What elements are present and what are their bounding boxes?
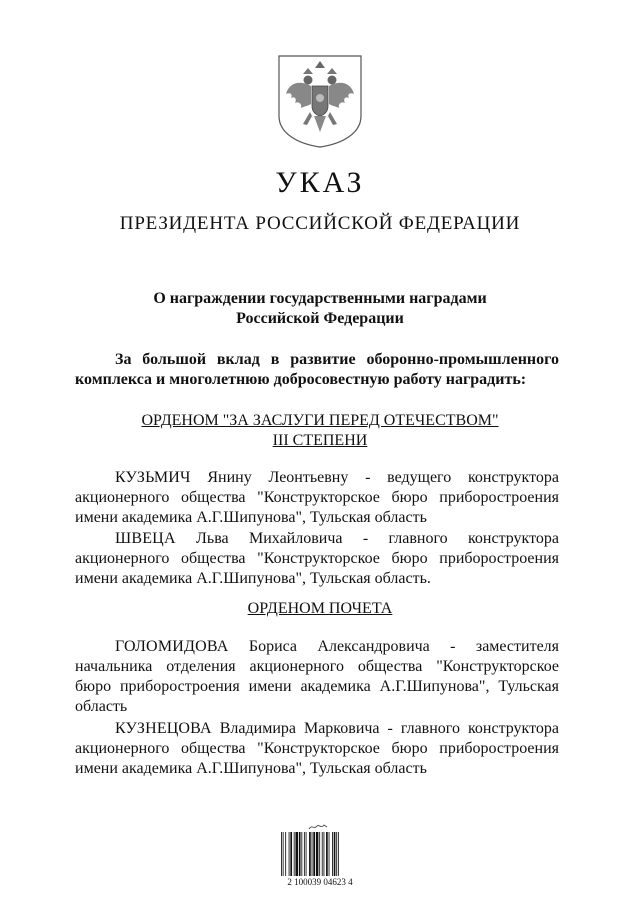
heading-line-1: О награждении государственными наградами — [153, 290, 487, 307]
order-title-merit-fatherland — [0, 411, 640, 451]
handwritten-mark-icon — [308, 823, 328, 831]
decree-title: УКАЗ — [275, 166, 365, 199]
awardee-surname: КУЗНЕЦОВА — [115, 720, 212, 737]
awardee-details: Янину Леонтьевну - ведущего конструктора акционерного общества "Конструкторское бюро приборостроения имени академика А.Г.Шипунова", Тульская область — [75, 469, 559, 526]
coat-of-arms-icon — [277, 54, 363, 148]
awardee-details: Владимира Марковича - главного конструктора акционерного общества "Конструкторское бюро приборостроения имени академика А.Г.Шипунова", Тульская область — [75, 720, 560, 777]
barcode-icon — [281, 832, 359, 876]
awardee-surname: ГОЛОМИДОВА — [115, 638, 229, 655]
awardee-surname: ШВЕЦА — [115, 530, 176, 547]
heading-line-2: Российской Федерации — [236, 310, 404, 327]
order-title-line-2: III СТЕПЕНИ — [272, 432, 368, 449]
awardee-paragraph — [75, 637, 559, 717]
order-title-honour — [0, 599, 640, 619]
decree-issuer: ПРЕЗИДЕНТА РОССИЙСКОЙ ФЕДЕРАЦИИ — [119, 213, 521, 234]
decree-heading — [0, 289, 640, 329]
barcode-number: 2 100039 04623 4 — [287, 877, 353, 887]
order-title-line-1: ОРДЕНОМ ПОЧЕТА — [247, 600, 393, 617]
decree-preamble: За большой вклад в развитие оборонно-промышленного комплекса и многолетнюю добросовестную работу наградить: — [75, 351, 559, 388]
awardee-paragraph — [75, 719, 559, 779]
awardee-paragraph — [75, 529, 559, 589]
awardee-details: Льва Михайловича - главного конструктора акционерного общества "Конструкторское бюро приборостроения имени академика А.Г.Шипунова", Тульская область. — [75, 530, 559, 587]
awardee-surname: КУЗЬМИЧ — [115, 469, 191, 486]
barcode — [278, 823, 362, 895]
awardee-paragraph — [75, 468, 559, 528]
order-title-line-1: ОРДЕНОМ "ЗА ЗАСЛУГИ ПЕРЕД ОТЕЧЕСТВОМ" — [141, 412, 499, 429]
awardee-details: Бориса Александровича - заместителя начальника отделения акционерного общества "Конструкторское бюро приборостроения имени академика А.Г.Шипунова", Тульская область — [75, 638, 560, 715]
